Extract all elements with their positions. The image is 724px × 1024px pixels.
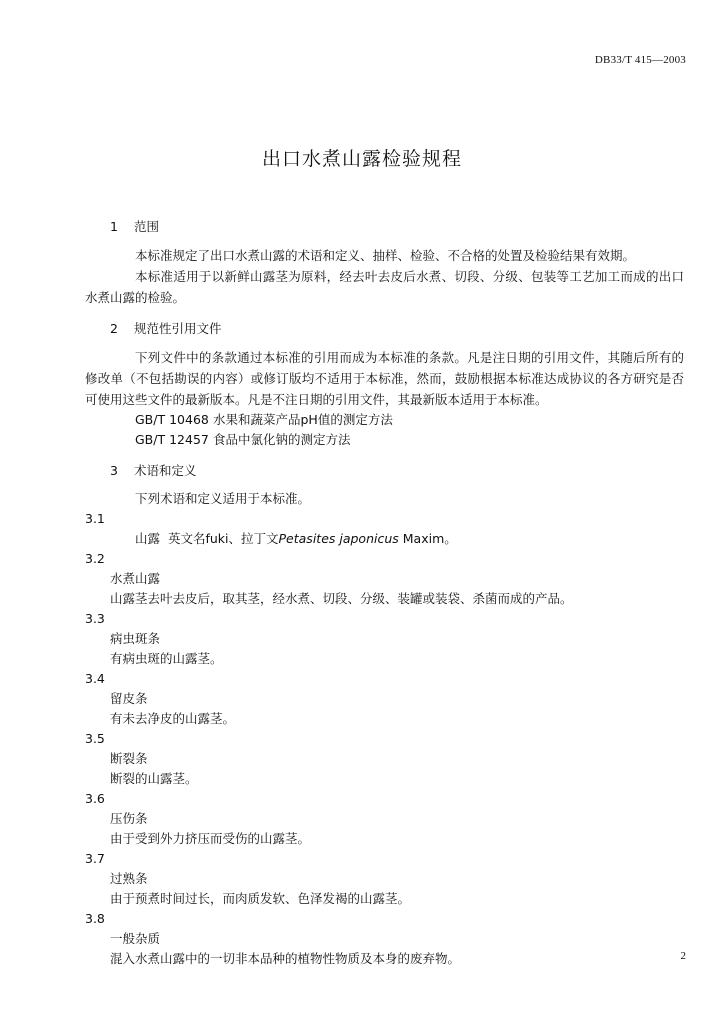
reference-item (110, 410, 684, 430)
section-heading-scope (110, 216, 684, 238)
reference-title: 食品中氯化钠的测定方法 (213, 432, 351, 447)
reference-title: 水果和蔬菜产品pH值的测定方法 (213, 412, 393, 427)
term-number: 3.4 (85, 671, 105, 686)
term-definition: 由于受到外力挤压而受伤的山露茎。 (110, 831, 311, 846)
term-entry (110, 529, 684, 549)
reference-item (110, 430, 684, 450)
reference-code: GB/T 10468 (135, 412, 209, 427)
section-number: 1 (110, 219, 118, 234)
standard-code: DB33/T 415—2003 (594, 54, 686, 66)
section-title: 范围 (134, 219, 160, 234)
section-heading-terms (110, 460, 684, 482)
term-name: 一般杂质 (110, 931, 161, 946)
section-title: 规范性引用文件 (134, 321, 222, 336)
term-number: 3.7 (85, 851, 105, 866)
page-number: 2 (680, 950, 686, 962)
term-number: 3.6 (85, 791, 105, 806)
section-title: 术语和定义 (134, 463, 197, 478)
term-definition: 断裂的山露茎。 (110, 771, 198, 786)
term-number: 3.1 (85, 511, 105, 526)
refs-paragraph: 下列文件中的条款通过本标准的引用而成为本标准的条款。凡是注日期的引用文件，其随后所有的修改单（不包括勘误的内容）或修订版均不适用于本标准，然而，鼓励根据本标准达成协议的各方研究是否可使用这些文件的最新版本。凡是不注日期的引用文件，其最新版本适用于本标准。 (85, 350, 684, 407)
term-definition: 有病虫斑的山露茎。 (110, 651, 223, 666)
term-definition-suffix: Maxim。 (398, 531, 457, 546)
term-name: 压伤条 (110, 811, 148, 826)
term-name: 病虫斑条 (110, 631, 161, 646)
term-number: 3.3 (85, 611, 105, 626)
term-name: 水煮山露 (110, 571, 161, 586)
section-number: 3 (110, 463, 118, 478)
latin-name: Petasites japonicus (278, 531, 399, 546)
terms-intro: 下列术语和定义适用于本标准。 (135, 491, 311, 506)
term-number: 3.8 (85, 911, 105, 926)
scope-paragraph-2: 本标准适用于以新鲜山露茎为原料，经去叶去皮后水煮、切段、分级、包装等工艺加工而成的出口水煮山露的检验。 (85, 269, 684, 305)
term-name: 留皮条 (110, 691, 148, 706)
term-definition: 山露茎去叶去皮后，取其茎，经水煮、切段、分级、装罐或装袋、杀菌而成的产品。 (110, 591, 573, 606)
term-name: 断裂条 (110, 751, 148, 766)
scope-paragraph-1: 本标准规定了出口水煮山露的术语和定义、抽样、检验、不合格的处置及检验结果有效期。 (135, 248, 636, 263)
term-name: 山露 (135, 531, 161, 546)
reference-code: GB/T 12457 (135, 432, 209, 447)
term-number: 3.2 (85, 551, 105, 566)
term-name: 过熟条 (110, 871, 148, 886)
term-definition: 由于预煮时间过长，而肉质发软、色泽发褐的山露茎。 (110, 891, 411, 906)
document-title: 出口水煮山露检验规程 (261, 148, 462, 170)
document-body (85, 216, 684, 969)
term-definition: 有未去净皮的山露茎。 (110, 711, 236, 726)
term-definition: 混入水煮山露中的一切非本品种的植物性物质及本身的废弃物。 (110, 951, 461, 966)
term-definition-prefix: 英文名fuki、拉丁文 (167, 531, 279, 546)
term-number: 3.5 (85, 731, 105, 746)
section-number: 2 (110, 321, 118, 336)
section-heading-refs (110, 318, 684, 340)
term-list (85, 549, 684, 969)
